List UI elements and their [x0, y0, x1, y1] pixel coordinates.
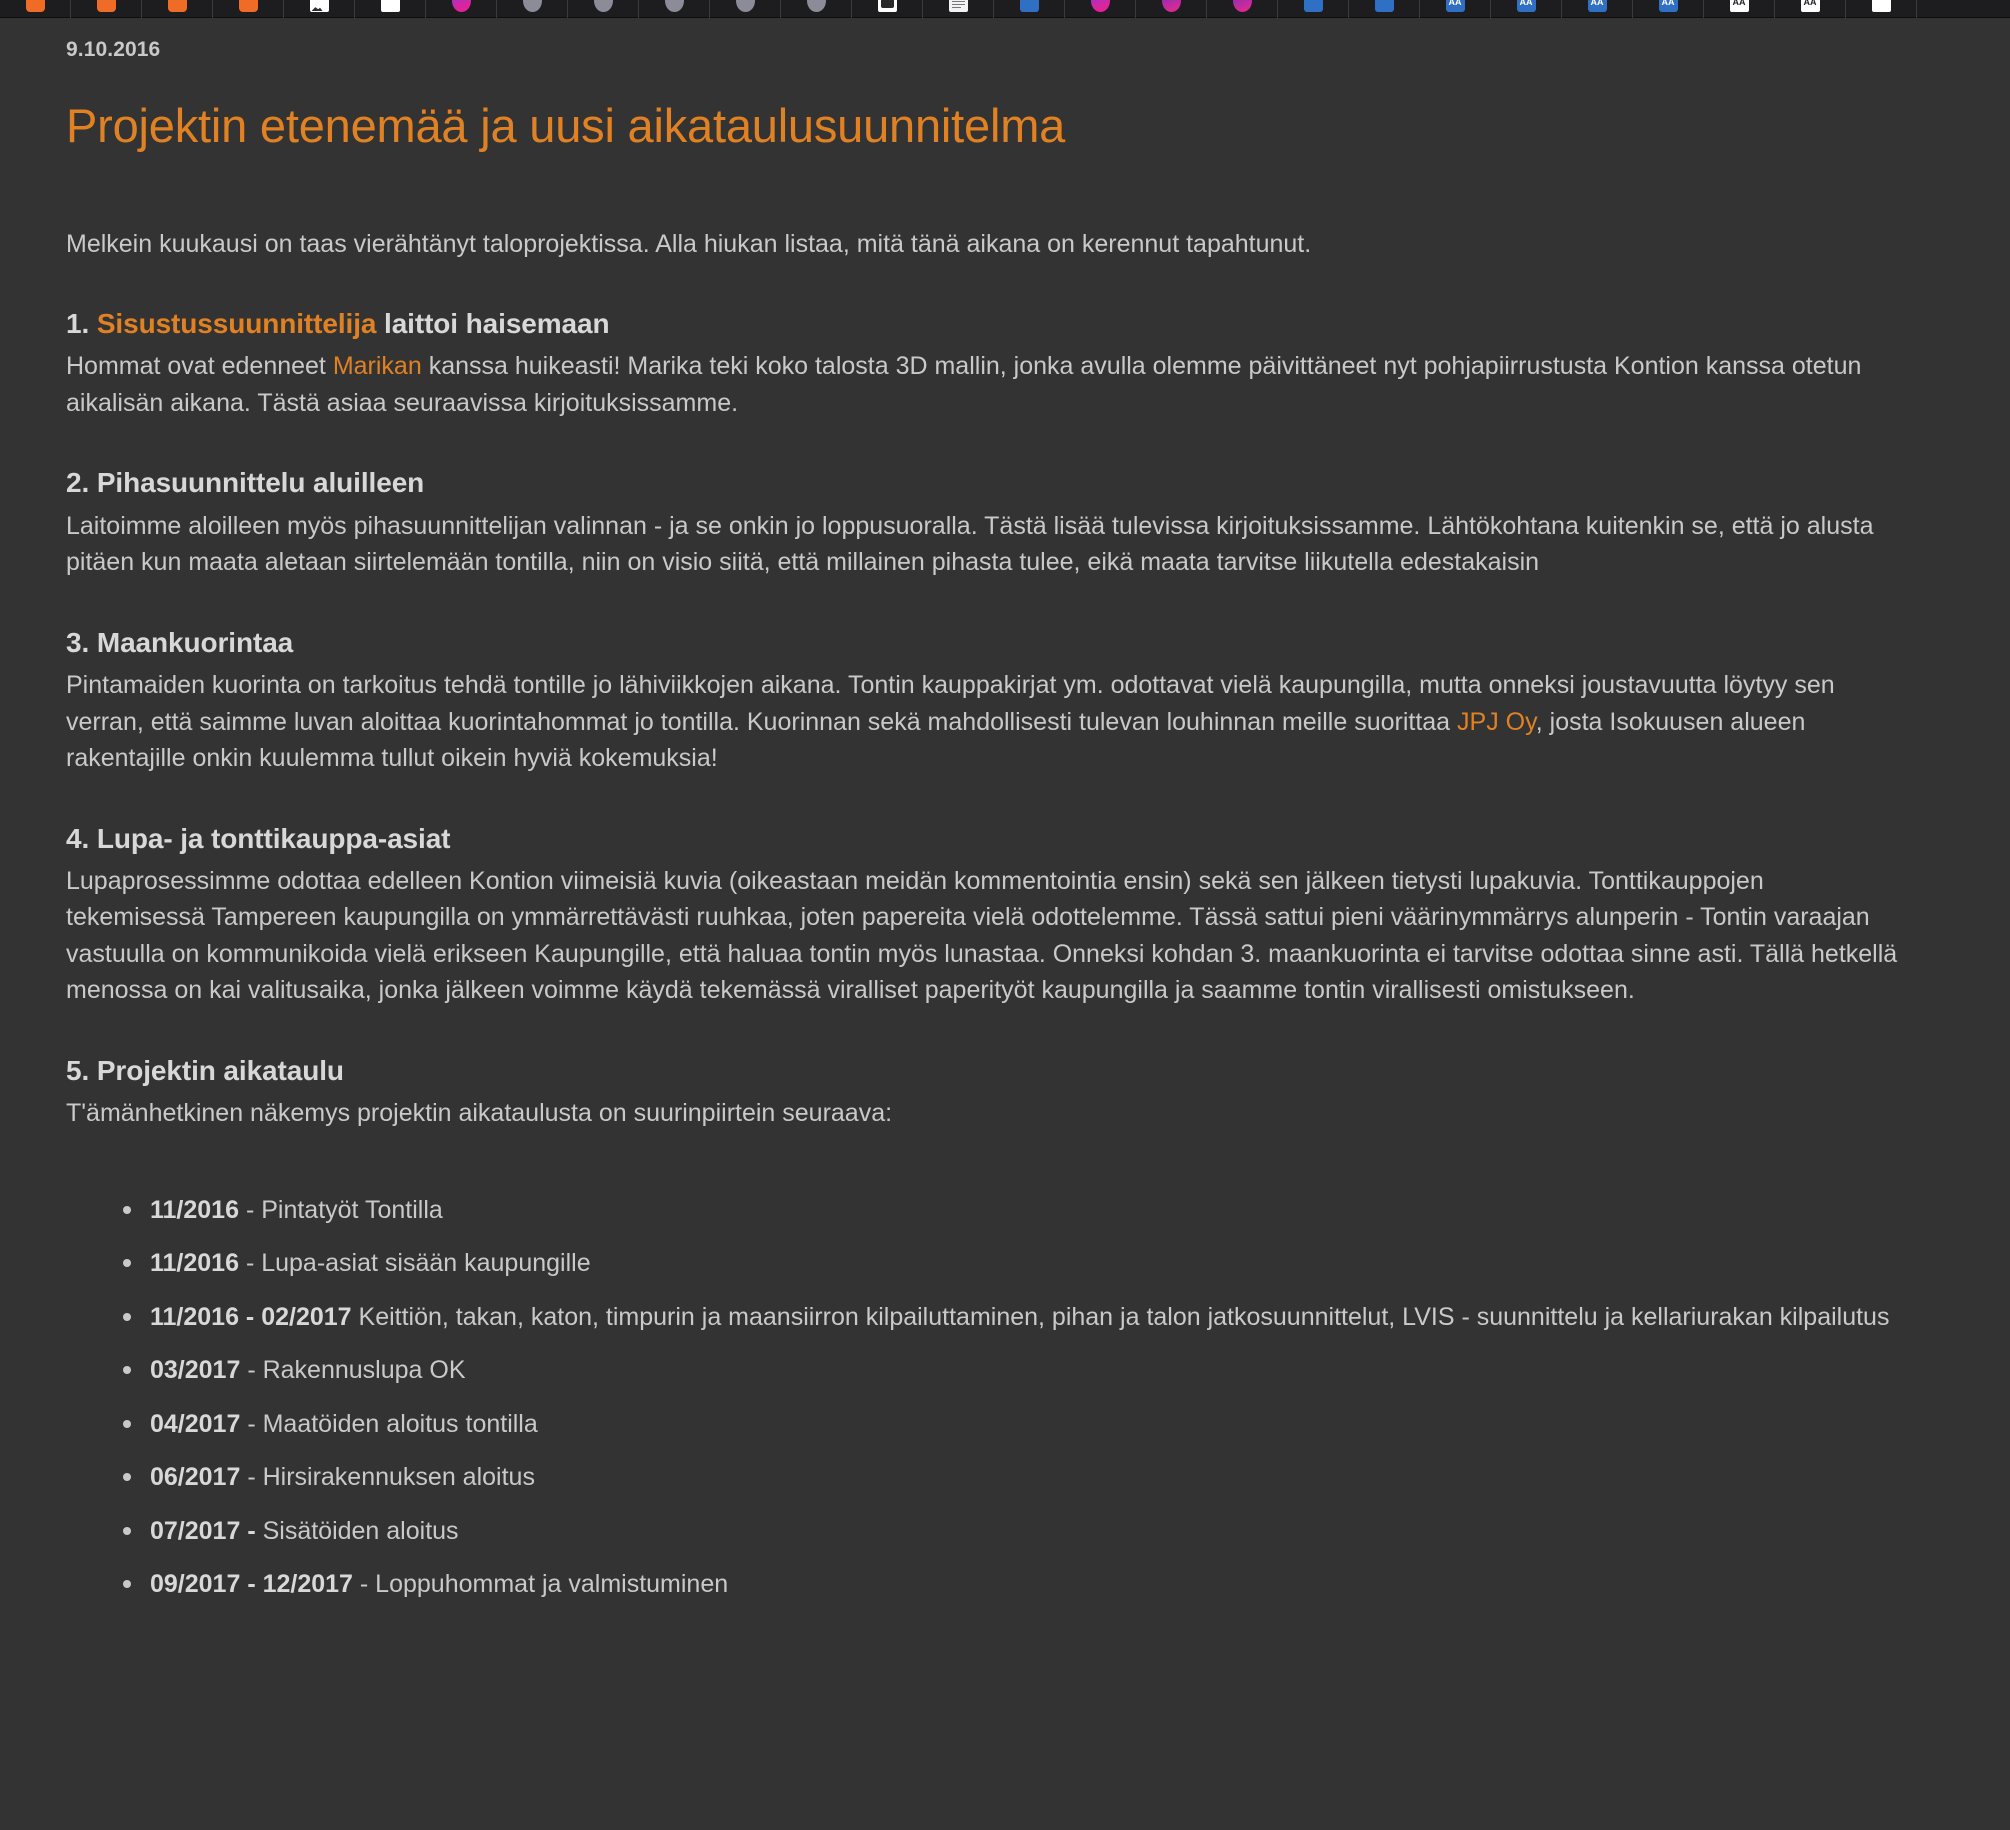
browser-tab[interactable] [0, 0, 71, 18]
post-date: 9.10.2016 [66, 38, 161, 61]
blue-square-icon [1375, 0, 1394, 12]
browser-tab[interactable] [142, 0, 213, 18]
schedule-description: - Loppuhommat ja valmistuminen [352, 1570, 729, 1599]
blue-letter-icon: AA [1517, 0, 1536, 12]
section-paragraph-text: Laitoimme aloilleen myös pihasuunnittelijan valinnan - ja se onkin jo loppusuoralla. Tästä lisää tulevissa kirjoituksissamme. Lähtökohtana kuitenkin se, että jo alusta pitäen kun maata aletaan siirtelemään tontilla, niin on visio siitä, että millainen pihasta tulee, eikä maata tarvitse liikutella edestakaisin [66, 511, 1874, 577]
browser-tab[interactable] [1846, 0, 1917, 18]
browser-tab[interactable] [1704, 0, 1775, 18]
browser-tab[interactable] [1491, 0, 1562, 18]
schedule-date: 09/2017 - 12/2017 [150, 1570, 353, 1599]
section-paragraph-text: Pintamaiden kuorinta on tarkoitus tehdä tontille jo lähiviikkojen aikana. Tontin kauppakirjat ym. odottavat vielä kaupungilla, mutta onneksi joustavuutta löytyy sen verran, että saimme luvan aloittaa kuorintahommat jo tontilla. Kuorinnan sekä mahdollisesti tulevan louhinnan meille suorittaa [66, 671, 1835, 736]
section-heading [66, 465, 1904, 501]
purple-pin-icon [1162, 0, 1181, 12]
magenta-pin-icon [452, 0, 471, 12]
browser-tab[interactable] [568, 0, 639, 18]
orange-square-icon [26, 0, 45, 12]
blue-square-icon [1304, 0, 1323, 12]
section-body-link[interactable]: JPJ Oy [1457, 707, 1536, 736]
blue-letter-icon: AA [1659, 0, 1678, 12]
list-item [146, 1352, 1904, 1389]
browser-tab[interactable] [994, 0, 1065, 18]
blue-letter-icon: AA [1446, 0, 1465, 12]
project-schedule-list [66, 1192, 1904, 1603]
page-title: Projektin etenemää ja uusi aikataulusuunnitelma [66, 99, 1066, 152]
list-item [146, 1513, 1904, 1550]
browser-tab[interactable] [426, 0, 497, 18]
browser-tab[interactable] [71, 0, 142, 18]
browser-tab[interactable] [355, 0, 426, 18]
browser-tab[interactable] [1278, 0, 1349, 18]
schedule-description: - Rakennuslupa OK [240, 1356, 466, 1385]
post-intro-paragraph: Melkein kuukausi on taas vierähtänyt taloprojektissa. Alla hiukan listaa, mitä tänä aikana on kerennut tapahtunut. [66, 229, 1312, 258]
section-paragraph [66, 667, 1904, 777]
schedule-description: - Pintatyöt Tontilla [239, 1195, 443, 1224]
blue-letter-icon: AA [1588, 0, 1607, 12]
browser-tab[interactable] [923, 0, 994, 18]
gray-pin-icon [665, 0, 684, 12]
blue-square-icon [1020, 0, 1039, 12]
browser-tab[interactable] [781, 0, 852, 18]
blank-page-icon [1872, 0, 1891, 12]
section-number: 2. [66, 467, 97, 499]
browser-tab[interactable] [1136, 0, 1207, 18]
browser-tab[interactable] [1775, 0, 1846, 18]
schedule-date: 06/2017 [150, 1463, 241, 1492]
browser-tab[interactable] [1207, 0, 1278, 18]
browser-tab[interactable] [284, 0, 355, 18]
post-sections [66, 306, 1904, 1132]
section-heading-text: Projektin aikataulu [96, 1054, 344, 1086]
schedule-date: 04/2017 [150, 1409, 241, 1438]
schedule-description: - Hirsirakennuksen aloitus [240, 1463, 535, 1492]
purple-pin-icon [1233, 0, 1252, 12]
white-letter-icon: AA [1730, 0, 1749, 12]
section-heading-text: Pihasuunnittelu aluilleen [96, 467, 425, 499]
gray-pin-icon [523, 0, 542, 12]
orange-square-icon [168, 0, 187, 12]
list-item [146, 1245, 1904, 1282]
section-heading [66, 1053, 1904, 1089]
white-letter-icon: AA [1801, 0, 1820, 12]
section-heading-text: laittoi haisemaan [376, 307, 610, 339]
camera-icon [878, 0, 897, 12]
schedule-date: 11/2016 [150, 1249, 239, 1278]
photo-document-icon [310, 0, 329, 12]
browser-tab[interactable] [1633, 0, 1704, 18]
section-paragraph-text: T'ämänhetkinen näkemys projektin aikataulusta on suurinpiirtein seuraava: [66, 1099, 893, 1128]
blank-page-icon [381, 0, 400, 12]
section-number: 4. [66, 822, 97, 854]
section-body-link[interactable]: Marikan [332, 352, 422, 381]
section-heading-text: Maankuorintaa [96, 626, 294, 658]
section-heading [66, 306, 1904, 342]
section-number: 5. [66, 1054, 97, 1086]
browser-tab[interactable] [639, 0, 710, 18]
orange-square-icon [239, 0, 258, 12]
magenta-pin-icon [1091, 0, 1110, 12]
section-heading-text: Lupa- ja tonttikauppa-asiat [96, 822, 451, 854]
section-paragraph [66, 863, 1904, 1009]
schedule-description: - Maatöiden aloitus tontilla [240, 1409, 538, 1438]
section-number: 1. [66, 307, 97, 339]
section-heading [66, 625, 1904, 661]
section-paragraph-text: kanssa huikeasti! Marika teki koko talosta 3D mallin, jonka avulla olemme päivittäneet nyt pohjapiirrustusta Kontion kanssa otetun aikalisän aikana. Tästä asiaa seuraavissa kirjoituksissamme. [66, 352, 1862, 417]
schedule-date: 11/2016 - 02/2017 [150, 1302, 352, 1331]
browser-tab[interactable] [710, 0, 781, 18]
browser-tab-strip [0, 0, 2010, 18]
browser-tab[interactable] [1420, 0, 1491, 18]
list-item [146, 1406, 1904, 1443]
schedule-date: 07/2017 - [150, 1516, 256, 1545]
schedule-description: Sisätöiden aloitus [255, 1516, 459, 1545]
schedule-date: 03/2017 [150, 1356, 241, 1385]
browser-tab[interactable] [1562, 0, 1633, 18]
section-heading [66, 821, 1904, 857]
gray-pin-icon [807, 0, 826, 12]
list-item [146, 1192, 1904, 1229]
gray-pin-icon [594, 0, 613, 12]
browser-tab[interactable] [1349, 0, 1420, 18]
browser-tab[interactable] [1065, 0, 1136, 18]
section-paragraph-text: Lupaprosessimme odottaa edelleen Kontion viimeisiä kuvia (oikeastaan meidän kommentointia ensin) sekä sen jälkeen tietysti lupakuvia. Tonttikauppojen tekemisessä Tampereen kaupungilla on ymmärrettävästi ruuhkaa, joten papereita vielä odottelemme. Tässä sattui pieni väärinymmärrys alunperin - Tontin varaajan vastuulla on kommunikoida vielä erikseen Kaupungille, että haluaa tontin myös lunastaa. Onneksi kohdan 3. maankuorinta ei tarvitse odottaa sinne asti. Tällä hetkellä menossa on kai valitusaika, jonka jälkeen voimme käydä tekemässä viralliset paperityöt kaupungilla ja saamme tontin virallisesti omistukseen. [66, 866, 1898, 1005]
list-item [146, 1299, 1904, 1336]
section-paragraph-text: , josta Isokuusen alueen rakentajille onkin kuulemma tullut oikein hyviä kokemuksia! [66, 707, 1806, 773]
section-number: 3. [66, 626, 97, 658]
section-paragraph-text: Hommat ovat edenneet [66, 352, 333, 381]
page-content-area [0, 18, 2010, 1830]
browser-tab[interactable] [213, 0, 284, 18]
schedule-description: Keittiön, takan, katon, timpurin ja maansiirron kilpailuttaminen, pihan ja talon jatkosuunnittelut, LVIS - suunnittelu ja kellariurakan kilpailutus [351, 1302, 1890, 1331]
news-article-icon [949, 0, 968, 12]
blog-post-article [0, 18, 1960, 1603]
schedule-date: 11/2016 [150, 1195, 239, 1224]
orange-square-icon [97, 0, 116, 12]
section-paragraph [66, 348, 1904, 421]
browser-tab[interactable] [497, 0, 568, 18]
schedule-description: - Lupa-asiat sisään kaupungille [239, 1249, 591, 1278]
browser-tab[interactable] [852, 0, 923, 18]
section-heading-link[interactable]: Sisustussuunnittelija [96, 307, 377, 339]
section-paragraph [66, 1095, 1904, 1132]
section-paragraph [66, 508, 1904, 581]
list-item [146, 1459, 1904, 1496]
list-item [146, 1566, 1904, 1603]
gray-pin-icon [736, 0, 755, 12]
